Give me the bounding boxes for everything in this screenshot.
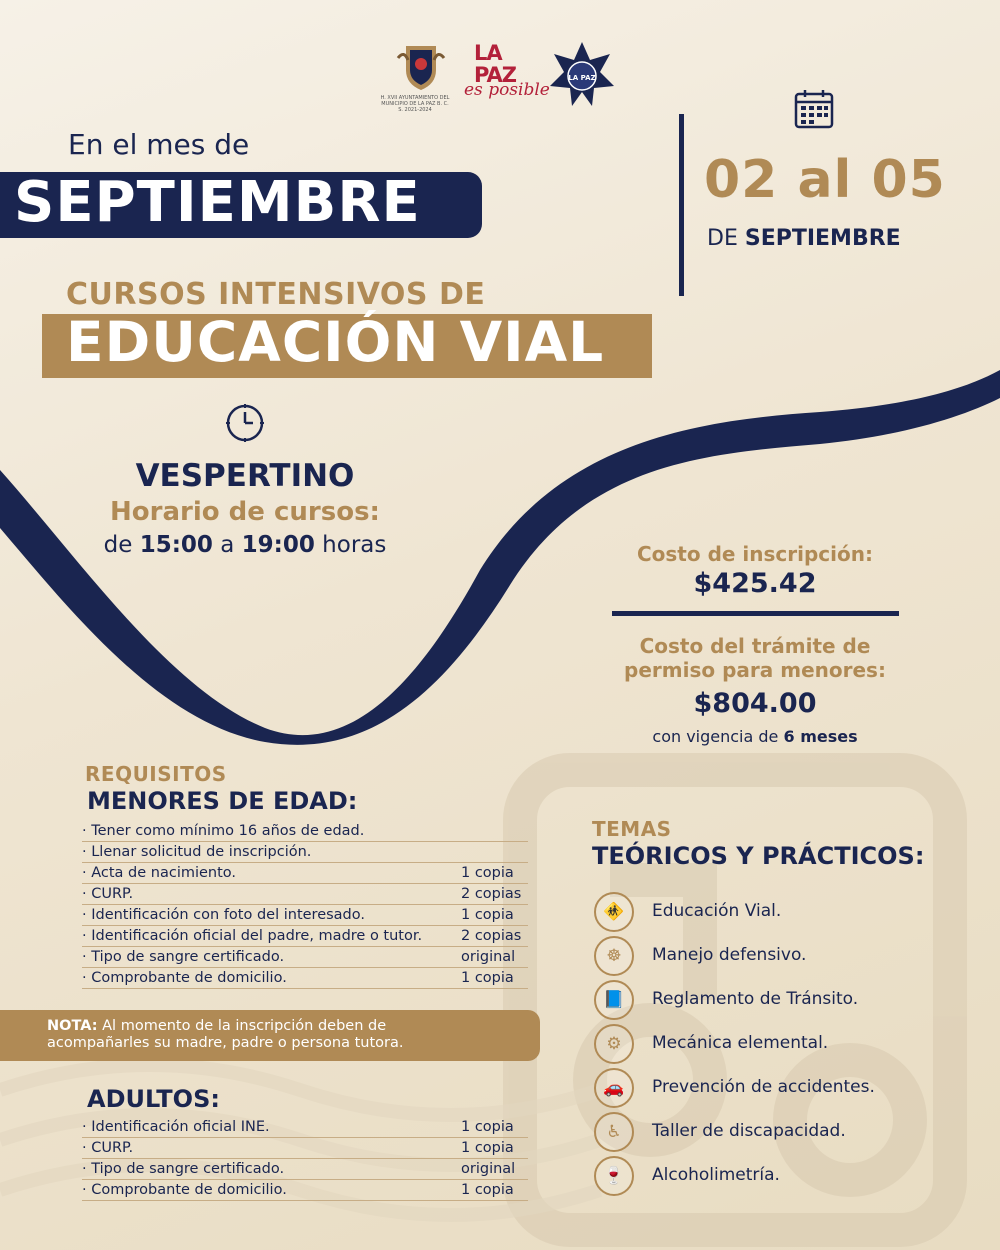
permit-validity-value: 6 meses [783, 727, 858, 746]
schedule-a: a [220, 532, 235, 558]
rulebook-icon [594, 980, 634, 1020]
engine-icon-glyph: ⚙ [606, 1034, 622, 1054]
requirement-name: · Tipo de sangre certificado. [82, 1161, 285, 1177]
requirement-row [82, 842, 528, 863]
requirement-quantity: 2 copias [461, 886, 522, 902]
requirement-quantity: 1 copia [461, 970, 514, 986]
requirement-name: · Comprobante de domicilio. [82, 1182, 287, 1198]
vertical-divider [679, 114, 684, 296]
requirement-quantity: 1 copia [461, 1140, 514, 1156]
topic-item [594, 1068, 954, 1108]
clock-icon [224, 402, 266, 444]
topic-label: Manejo defensivo. [652, 945, 807, 965]
steering-wheel-icon [594, 936, 634, 976]
month-title: SEPTIEMBRE [14, 170, 421, 235]
minor-permit-cost-label [605, 634, 905, 682]
requirement-name: · Llenar solicitud de inscripción. [82, 844, 312, 860]
course-title: EDUCACIÓN VIAL [66, 310, 605, 374]
topic-item [594, 1024, 954, 1064]
month-intro: En el mes de [68, 128, 250, 161]
rulebook-icon-glyph: 📘 [603, 990, 625, 1010]
registration-cost-label: Costo de inscripción: [636, 542, 873, 566]
breathalyzer-icon-glyph: 🍷 [603, 1166, 625, 1186]
police-badge-text: LA PAZ [568, 74, 596, 82]
requirement-name: · Comprobante de domicilio. [82, 970, 287, 986]
topic-label: Taller de discapacidad. [652, 1121, 846, 1141]
car-crash-icon [594, 1068, 634, 1108]
requirement-row [82, 1159, 528, 1180]
topic-label: Alcoholimetría. [652, 1165, 780, 1185]
minors-title: MENORES DE EDAD: [87, 787, 358, 815]
road-sign-icon-glyph: 🚸 [603, 902, 625, 922]
requirement-name: · Identificación oficial del padre, madre o tutor. [82, 928, 423, 944]
schedule-start: 15:00 [139, 532, 213, 558]
cost-divider [612, 611, 899, 616]
requirement-name: · CURP. [82, 886, 134, 902]
requirement-name: · CURP. [82, 1140, 134, 1156]
minors-requirements-list [82, 821, 528, 989]
adults-requirements-list [82, 1117, 528, 1201]
police-badge-icon [548, 40, 616, 108]
requirement-quantity: 1 copia [461, 1182, 514, 1198]
requirement-row [82, 905, 528, 926]
wheelchair-icon [594, 1112, 634, 1152]
requirement-name: · Identificación con foto del interesado. [82, 907, 365, 923]
requirement-quantity: original [461, 949, 516, 965]
lapaz-tagline: es posible [464, 80, 550, 100]
topic-item [594, 1156, 954, 1196]
requirement-row [82, 884, 528, 905]
course-subtitle: CURSOS INTENSIVOS DE [66, 277, 486, 312]
municipal-coat-of-arms-icon [396, 40, 446, 92]
requirement-row [82, 1138, 528, 1159]
minor-permit-label-line1: Costo del trámite de [639, 634, 871, 658]
minor-permit-label-line2: permiso para menores: [624, 658, 886, 682]
requirement-quantity: 1 copia [461, 907, 514, 923]
requirement-quantity: original [461, 1161, 516, 1177]
schedule-de: de [103, 532, 133, 558]
requirement-row [82, 863, 528, 884]
permit-validity-prefix: con vigencia de [652, 727, 779, 746]
car-crash-icon-glyph: 🚗 [603, 1078, 625, 1098]
requirement-row [82, 968, 528, 989]
date-month-name: SEPTIEMBRE [744, 226, 901, 251]
calendar-icon [794, 89, 834, 129]
requirement-row [82, 926, 528, 947]
requirement-row [82, 947, 528, 968]
topic-label: Reglamento de Tránsito. [652, 989, 859, 1009]
requirement-name: · Acta de nacimiento. [82, 865, 237, 881]
requirement-quantity: 2 copias [461, 928, 522, 944]
engine-icon [594, 1024, 634, 1064]
schedule-label: Horario de cursos: [110, 497, 380, 527]
topic-label: Prevención de accidentes. [652, 1077, 875, 1097]
requirement-row [82, 1180, 528, 1201]
topics-title: TEÓRICOS Y PRÁCTICOS: [592, 842, 925, 870]
lapaz-line1: LA [474, 41, 502, 65]
note-box [0, 1010, 540, 1061]
municipio-caption: H. XVII AYUNTAMIENTO DEL MUNICIPIO DE LA PAZ B. C. S. 2021-2024 [380, 95, 450, 113]
schedule-end: 19:00 [241, 532, 315, 558]
road-sign-icon [594, 892, 634, 932]
schedule-shift: VESPERTINO [135, 458, 355, 494]
date-month [707, 226, 901, 251]
breathalyzer-icon [594, 1156, 634, 1196]
requirements-kicker: REQUISITOS [85, 762, 227, 786]
logos-group [380, 40, 620, 112]
topic-item [594, 936, 954, 976]
date-range: 02 al 05 [704, 150, 946, 210]
note-text-line1: Al momento de la inscripción deben de [97, 1018, 387, 1034]
topic-item [594, 892, 954, 932]
topic-item [594, 1112, 954, 1152]
wheelchair-icon-glyph: ♿ [606, 1122, 622, 1142]
topic-item [594, 980, 954, 1020]
requirement-row [82, 1117, 528, 1138]
requirement-quantity: 1 copia [461, 865, 514, 881]
requirement-name: · Identificación oficial INE. [82, 1119, 270, 1135]
requirement-row [82, 821, 528, 842]
schedule-horas: horas [322, 532, 387, 558]
adults-title: ADULTOS: [87, 1085, 220, 1113]
note-label: NOTA: [47, 1018, 98, 1034]
requirement-name: · Tipo de sangre certificado. [82, 949, 285, 965]
registration-cost-value: $425.42 [693, 568, 817, 599]
topic-label: Mecánica elemental. [652, 1033, 829, 1053]
permit-validity [605, 727, 905, 746]
topic-label: Educación Vial. [652, 901, 782, 921]
note-text-line2: acompañarles su madre, padre o persona tutora. [47, 1035, 404, 1051]
lapaz-line2: PAZ [474, 63, 516, 87]
minor-permit-cost-value: $804.00 [693, 688, 817, 719]
topics-kicker: TEMAS [592, 817, 672, 841]
requirement-quantity: 1 copia [461, 1119, 514, 1135]
steering-wheel-icon-glyph: ☸ [606, 946, 622, 966]
date-month-prefix: DE [707, 226, 738, 251]
requirement-name: · Tener como mínimo 16 años de edad. [82, 823, 365, 839]
schedule-hours [70, 532, 420, 558]
